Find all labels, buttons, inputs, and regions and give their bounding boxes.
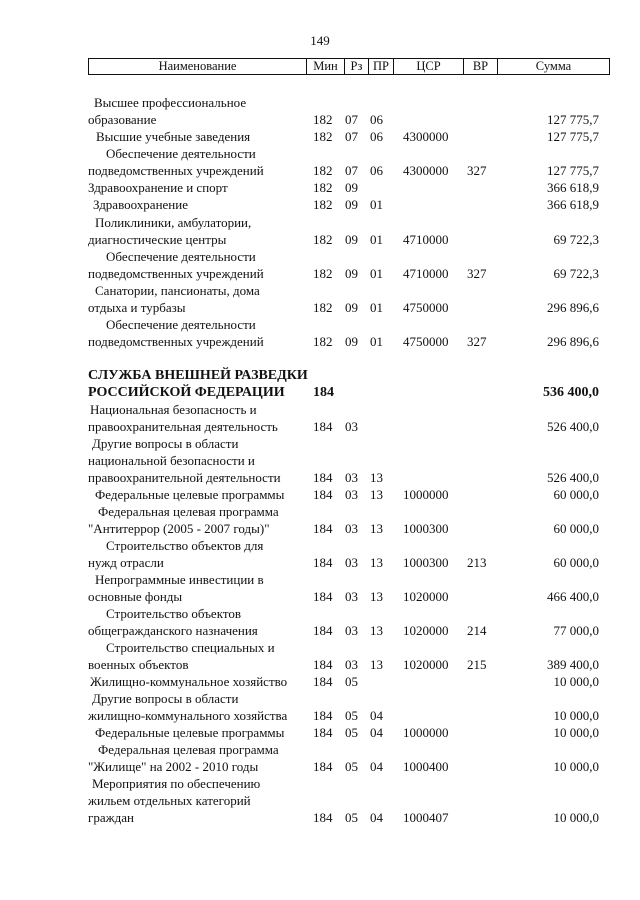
cell-rz: 07	[345, 129, 358, 144]
cell-min: 182	[313, 334, 333, 349]
cell-sum: 366 618,9	[547, 197, 599, 212]
row-name-line: Обеспечение деятельности	[106, 249, 256, 264]
cell-rz: 03	[345, 521, 358, 536]
table-row	[0, 724, 640, 741]
cell-min: 184	[313, 623, 333, 638]
cell-pr: 13	[370, 589, 383, 604]
row-name-line: Санатории, пансионаты, дома	[95, 283, 260, 298]
row-name-line: Строительство объектов для	[106, 538, 264, 553]
cell-sum: 10 000,0	[553, 708, 599, 723]
row-name	[88, 282, 306, 316]
cell-rz: 09	[345, 334, 358, 349]
row-name	[88, 179, 306, 196]
row-name-line: Федеральная целевая программа	[98, 504, 279, 519]
row-name-line: подведомственных учреждений	[88, 266, 264, 281]
cell-min: 184	[313, 589, 333, 604]
row-name-line: Другие вопросы в области	[92, 436, 239, 451]
cell-pr: 06	[370, 112, 383, 127]
table-row	[0, 537, 640, 571]
row-name-line: национальной безопасности и	[88, 453, 255, 468]
row-name-line: Федеральная целевая программа	[98, 742, 279, 757]
cell-csr: 1000000	[403, 725, 449, 740]
cell-csr: 1000400	[403, 759, 449, 774]
cell-csr: 4750000	[403, 300, 449, 315]
row-name-line: Высшие учебные заведения	[96, 129, 251, 144]
cell-min: 184	[313, 521, 333, 536]
row-name	[88, 605, 306, 639]
cell-pr: 13	[370, 521, 383, 536]
table-row	[0, 94, 640, 128]
cell-vr: 327	[467, 334, 487, 349]
row-name-line: Поликлиники, амбулатории,	[95, 215, 252, 230]
cell-sum: 127 775,7	[547, 112, 599, 127]
row-name	[88, 690, 306, 724]
cell-sum: 60 000,0	[553, 487, 599, 502]
row-name-line: Здравоохранение и спорт	[88, 180, 228, 195]
header-pr: ПР	[369, 59, 394, 74]
cell-sum: 77 000,0	[553, 623, 599, 638]
cell-rz: 09	[345, 232, 358, 247]
cell-min: 182	[313, 129, 333, 144]
table-row	[0, 435, 640, 486]
row-name-line: Мероприятия по обеспечению	[92, 776, 261, 791]
cell-sum: 10 000,0	[553, 725, 599, 740]
cell-pr: 01	[370, 232, 383, 247]
header-vr: ВР	[464, 59, 498, 74]
cell-sum: 296 896,6	[547, 334, 599, 349]
row-name-line: Высшее профессиональное	[94, 95, 247, 110]
cell-pr: 01	[370, 197, 383, 212]
cell-csr: 1020000	[403, 657, 449, 672]
row-name	[88, 145, 306, 179]
table-row	[0, 401, 640, 435]
row-name	[88, 639, 306, 673]
row-name	[88, 673, 306, 690]
row-name-line: "Антитеррор (2005 - 2007 годы)"	[88, 521, 270, 536]
row-name-line: Федеральные целевые программы	[95, 725, 285, 740]
cell-pr: 13	[370, 470, 383, 485]
row-name-line: правоохранительной деятельности	[88, 470, 281, 485]
cell-min: 182	[313, 163, 333, 178]
cell-csr: 4710000	[403, 266, 449, 281]
cell-sum: 10 000,0	[553, 674, 599, 689]
row-name-line: Обеспечение деятельности	[106, 317, 256, 332]
cell-csr: 1020000	[403, 623, 449, 638]
cell-min: 184	[313, 674, 333, 689]
cell-vr: 215	[467, 657, 487, 672]
row-name-line: правоохранительная деятельность	[88, 419, 278, 434]
cell-pr: 13	[370, 657, 383, 672]
cell-rz: 03	[345, 589, 358, 604]
table-row	[0, 128, 640, 145]
table-row	[0, 775, 640, 826]
cell-rz: 05	[345, 759, 358, 774]
table-row	[0, 486, 640, 503]
cell-sum: 60 000,0	[553, 555, 599, 570]
cell-rz: 03	[345, 487, 358, 502]
cell-min: 184	[313, 419, 333, 434]
cell-sum: 466 400,0	[547, 589, 599, 604]
cell-rz: 09	[345, 266, 358, 281]
cell-sum: 366 618,9	[547, 180, 599, 195]
cell-rz: 07	[345, 163, 358, 178]
cell-csr: 4300000	[403, 129, 449, 144]
header-sum: Сумма	[535, 59, 572, 73]
row-name-line: Обеспечение деятельности	[106, 146, 256, 161]
cell-sum: 526 400,0	[547, 470, 599, 485]
row-name	[88, 486, 306, 503]
cell-min: 184	[313, 657, 333, 672]
cell-rz: 05	[345, 810, 358, 825]
row-name-line: подведомственных учреждений	[88, 334, 264, 349]
cell-sum: 536 400,0	[543, 385, 599, 400]
cell-csr: 1000000	[403, 487, 449, 502]
row-name	[88, 316, 306, 350]
row-name-line: жильем отдельных категорий	[88, 793, 251, 808]
cell-min: 182	[313, 112, 333, 127]
row-name	[88, 503, 306, 537]
cell-sum: 10 000,0	[553, 810, 599, 825]
table-row	[0, 214, 640, 248]
cell-pr: 13	[370, 555, 383, 570]
header-min: Мин	[307, 59, 345, 74]
cell-pr: 04	[370, 810, 383, 825]
cell-sum: 10 000,0	[553, 759, 599, 774]
cell-vr: 327	[467, 163, 487, 178]
cell-vr: 213	[467, 555, 487, 570]
cell-min: 184	[313, 487, 333, 502]
table-row	[0, 690, 640, 724]
cell-min: 184	[313, 385, 334, 400]
table-row	[0, 639, 640, 673]
cell-csr: 1020000	[403, 589, 449, 604]
cell-min: 184	[313, 810, 333, 825]
row-name	[88, 775, 306, 826]
row-name-line: общегражданского назначения	[88, 623, 258, 638]
row-name-line: подведомственных учреждений	[88, 163, 264, 178]
cell-sum: 69 722,3	[553, 232, 599, 247]
table-row	[0, 605, 640, 639]
cell-min: 182	[313, 197, 333, 212]
row-name-line: образование	[88, 112, 157, 127]
row-name-line: граждан	[88, 810, 134, 825]
table-row	[0, 179, 640, 196]
cell-pr: 01	[370, 300, 383, 315]
cell-rz: 07	[345, 112, 358, 127]
row-name	[88, 537, 306, 571]
row-name-line: Строительство специальных и	[106, 640, 275, 655]
cell-min: 182	[313, 300, 333, 315]
row-name	[88, 741, 306, 775]
cell-min: 184	[313, 708, 333, 723]
row-name-line: Непрограммные инвестиции в	[95, 572, 264, 587]
row-name	[88, 571, 306, 605]
table-header	[88, 58, 610, 75]
cell-sum: 526 400,0	[547, 419, 599, 434]
cell-sum: 69 722,3	[553, 266, 599, 281]
row-name-line: "Жилище" на 2002 - 2010 годы	[88, 759, 259, 774]
row-name-line: нужд отрасли	[88, 555, 164, 570]
row-name-line: жилищно-коммунального хозяйства	[88, 708, 288, 723]
cell-vr: 214	[467, 623, 487, 638]
table-row	[0, 196, 640, 213]
cell-rz: 09	[345, 300, 358, 315]
cell-csr: 4750000	[403, 334, 449, 349]
cell-min: 182	[313, 232, 333, 247]
row-name	[88, 94, 306, 128]
table-row	[0, 282, 640, 316]
table-row	[0, 248, 640, 282]
row-name-line: основные фонды	[88, 589, 183, 604]
row-name-line: Строительство объектов	[106, 606, 241, 621]
row-name	[88, 724, 306, 741]
cell-rz: 03	[345, 419, 358, 434]
row-name-line: Здравоохранение	[93, 197, 188, 212]
row-name	[88, 196, 306, 213]
cell-pr: 01	[370, 334, 383, 349]
row-name-line: Другие вопросы в области	[92, 691, 239, 706]
row-name	[88, 435, 306, 486]
cell-pr: 01	[370, 266, 383, 281]
cell-csr: 4710000	[403, 232, 449, 247]
page-number: 149	[310, 33, 330, 48]
header-rz: Рз	[345, 59, 369, 74]
cell-rz: 05	[345, 674, 358, 689]
table-row	[0, 367, 640, 401]
row-name-line: Национальная безопасность и	[90, 402, 257, 417]
cell-min: 182	[313, 180, 333, 195]
row-name-line: Федеральные целевые программы	[95, 487, 285, 502]
row-name	[88, 401, 306, 435]
cell-rz: 03	[345, 470, 358, 485]
header-csr: ЦСР	[394, 59, 464, 74]
row-name	[88, 367, 306, 401]
cell-min: 184	[313, 555, 333, 570]
table-row	[0, 145, 640, 179]
cell-sum: 296 896,6	[547, 300, 599, 315]
cell-pr: 13	[370, 623, 383, 638]
cell-vr: 327	[467, 266, 487, 281]
cell-rz: 03	[345, 555, 358, 570]
cell-min: 184	[313, 470, 333, 485]
cell-sum: 127 775,7	[547, 163, 599, 178]
cell-min: 184	[313, 725, 333, 740]
row-name-line: диагностические центры	[88, 232, 227, 247]
cell-pr: 04	[370, 759, 383, 774]
table-row	[0, 503, 640, 537]
table-row	[0, 316, 640, 350]
cell-rz: 03	[345, 623, 358, 638]
table-row	[0, 571, 640, 605]
table-row	[0, 741, 640, 775]
cell-sum: 127 775,7	[547, 129, 599, 144]
row-name-line: отдыха и турбазы	[88, 300, 186, 315]
cell-csr: 4300000	[403, 163, 449, 178]
cell-sum: 60 000,0	[553, 521, 599, 536]
cell-rz: 05	[345, 725, 358, 740]
cell-csr: 1000300	[403, 521, 449, 536]
cell-min: 184	[313, 759, 333, 774]
table-row	[0, 673, 640, 690]
cell-csr: 1000407	[403, 810, 449, 825]
header-name: Наименование	[89, 59, 307, 74]
row-name	[88, 128, 306, 145]
cell-rz: 09	[345, 180, 358, 195]
cell-rz: 09	[345, 197, 358, 212]
cell-sum: 389 400,0	[547, 657, 599, 672]
cell-pr: 06	[370, 163, 383, 178]
cell-min: 182	[313, 266, 333, 281]
cell-pr: 06	[370, 129, 383, 144]
row-name-line: военных объектов	[88, 657, 189, 672]
row-name-line: СЛУЖБА ВНЕШНЕЙ РАЗВЕДКИ	[88, 368, 308, 383]
cell-rz: 03	[345, 657, 358, 672]
row-name-line: Жилищно-коммунальное хозяйство	[90, 674, 288, 689]
cell-csr: 1000300	[403, 555, 449, 570]
cell-pr: 04	[370, 725, 383, 740]
cell-pr: 04	[370, 708, 383, 723]
row-name-line: РОССИЙСКОЙ ФЕДЕРАЦИИ	[88, 385, 285, 400]
cell-rz: 05	[345, 708, 358, 723]
row-name	[88, 248, 306, 282]
cell-pr: 13	[370, 487, 383, 502]
row-name	[88, 214, 306, 248]
